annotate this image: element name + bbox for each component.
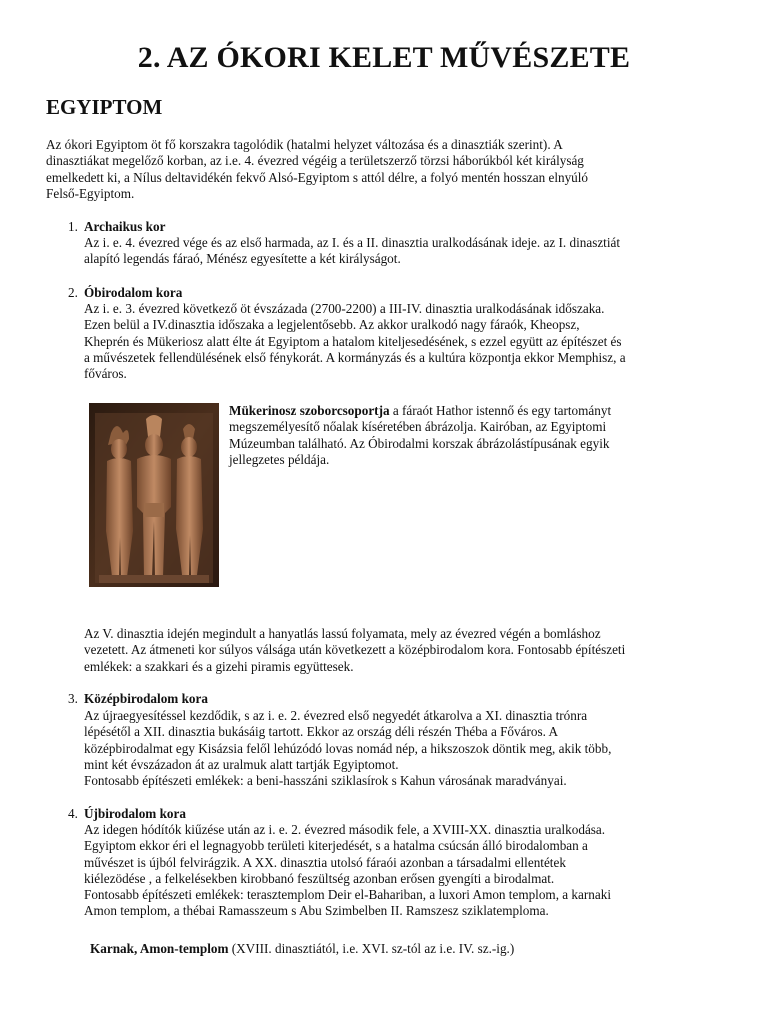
mykerinos-statue-image: [89, 403, 219, 587]
karnak-title: Karnak, Amon-templom: [90, 941, 229, 956]
karnak-caption: [90, 941, 514, 957]
list-item-heading: Középbirodalom kora: [84, 691, 208, 706]
text-line: Az i. e. 4. évezred vége és az első harmada, az I. és a II. dinasztia uralkodásának ideje. az I. dinasztiát: [84, 235, 621, 250]
caption-text: a fáraót Hathor istennő és egy tartományt: [389, 403, 612, 418]
text-line: lépésétől a XII. dinasztia bukásáig tartott. Ekkor az ország déli részén Théba a Főváros. A: [84, 724, 558, 740]
list-item-body: [84, 822, 729, 920]
list-item-heading: Újbirodalom kora: [84, 806, 186, 821]
caption-title: Mükerinosz szoborcsoportja: [229, 403, 390, 418]
list-item-body: [84, 301, 729, 382]
text-line: Kheprén és Mükeriosz alatt élte át Egyiptom a hatalom kiteljesedésének, s ezzel együtt az építészet és: [84, 333, 622, 349]
text-line: Múzeumban található. Az Óbirodalmi korszak ábrázolástípusának egyik: [229, 435, 610, 451]
list-item-body: [84, 708, 729, 789]
text-line: megszemélyesítő nőalak kíséretében ábrázolja. Kairóban, az Egyiptomi: [229, 419, 607, 435]
text-line: emelkedett ki, a Nílus deltavidékén fekvő Alsó-Egyiptom s attól délre, a folyó mentén hosszan elnyúló: [46, 169, 589, 185]
text-line: Fontosabb építészeti emlékek: terasztemplom Deir el-Bahariban, a luxori Amon templom, a karnaki: [84, 887, 611, 903]
statue-illustration: [89, 403, 219, 587]
text-line: Ezen belül a IV.dinasztia időszaka a legjelentősebb. Az akkor uralkodó nagy fáraók, Kheopsz,: [84, 317, 580, 333]
text-line: Felső-Egyiptom.: [46, 185, 135, 201]
decline-paragraph: [84, 626, 729, 675]
karnak-dates: (XVIII. dinasztiától, i.e. XVI. sz-tól az i.e. IV. sz.-ig.): [228, 941, 515, 956]
text-line: Egyiptom ekkor éri el legnagyobb területi kiterjedését, s a hatalma csúcsán álló birodalomban a: [84, 838, 588, 854]
text-line: Fontosabb építészeti emlékek: a beni-hasszáni sziklasírok s Kahun városának maradványai.: [84, 773, 567, 789]
text-line: középbirodalmat egy Kisázsia felől lehúzódó lovas nomád nép, a hikszoszok döntik meg, akik több,: [84, 740, 612, 756]
text-line: alapító legendás fáraó, Ménész egyesítette a két királyságot.: [84, 251, 401, 267]
text-line: dinasztiákat megelőző korban, az i.e. 4. évezred végéig a területszerző törzsi háborúkból két királyság: [46, 153, 584, 169]
image-caption: [229, 403, 699, 468]
text-line: művészet is újból felvirágzik. A XX. dinasztia utolsó fáraói azonban a társadalmi ellentétek: [84, 854, 566, 870]
text-line: Az i. e. 3. évezred következő öt évszázada (2700-2200) a III-IV. dinasztia uralkodásának időszaka.: [84, 301, 605, 316]
text-line: [229, 403, 699, 419]
text-line: Az idegen hódítók kiűzése után az i. e. 2. évezred második fele, a XVIII-XX. dinasztia uralkodása.: [84, 822, 606, 837]
text-line: kiélezödése , a felkelésekben kirobbanó feszültség azonban erősen gyengíti a birodalmat.: [84, 870, 555, 886]
text-line: főváros.: [84, 366, 127, 382]
text-line: a művészetek fellendülésének első fénykorát. A kormányzás és a kultúra központja ekkor Memphisz, a: [84, 349, 626, 365]
list-item-heading: Archaikus kor: [84, 219, 166, 234]
text-line: Az újraegyesítéssel kezdődik, s az i. e. 2. évezred első negyedét átkarolva a XI. dinasztia trónra: [84, 708, 588, 723]
text-line: emlékek: a szakkari és a gizehi piramis együttesek.: [84, 658, 354, 674]
list-number: 2.: [68, 285, 78, 300]
list-item-heading: Óbirodalom kora: [84, 285, 183, 300]
list-number: 4.: [68, 806, 78, 821]
list-number: 3.: [68, 691, 78, 706]
list-number: 1.: [68, 219, 78, 234]
page-title: 2. AZ ÓKORI KELET MŰVÉSZETE: [137, 41, 631, 74]
text-line: Az ókori Egyiptom öt fő korszakra tagolódik (hatalmi helyzet változása és a dinasztiák szerint). A: [46, 137, 563, 152]
text-line: vezetett. Az átmeneti kor súlyos válsága után következett a középbirodalom kora. Fontosabb építészeti: [84, 642, 626, 658]
list-item-body: [84, 235, 729, 268]
section-heading: EGYIPTOM: [46, 95, 163, 119]
text-line: Az V. dinasztia idején megindult a hanyatlás lassú folyamata, mely az évezred végén a bomláshoz: [84, 626, 601, 641]
text-line: mint két évszázadon át az uralmuk alatt tartják Egyiptomot.: [84, 756, 399, 772]
text-line: Amon templom, a thébai Ramasszeum s Abu Szimbelben II. Ramszesz sziklatemploma.: [84, 903, 549, 919]
intro-paragraph: [46, 137, 730, 202]
text-line: jellegzetes példája.: [229, 451, 330, 467]
